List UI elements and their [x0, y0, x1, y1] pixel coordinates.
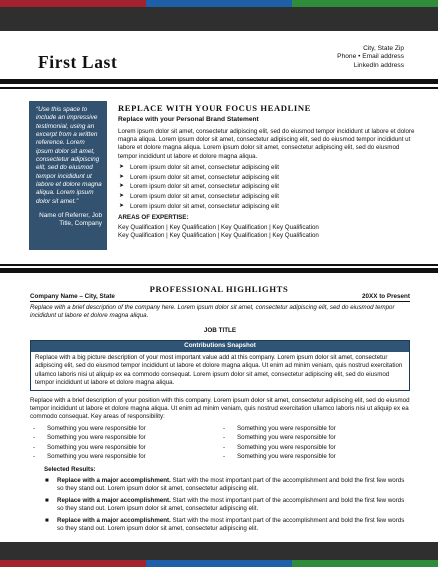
list-item: - Something you were responsible for	[223, 453, 336, 461]
blue-segment	[146, 560, 292, 567]
arrow-bullet-icon: ➤	[119, 193, 125, 200]
testimonial-text: “Use this space to include an impressive testimonial, using an excerpt from a written reference. Lorem ipsum dolor sit amet, consectetur adipiscing elit, sed do eiusmod tempor incididunt ut labore et dolore magna aliqua. Lorem ipsum dolor sit amet.”	[36, 106, 102, 205]
responsibilities-left	[30, 425, 220, 463]
list-item: ■ Replace with a major accomplishment. Start with the most important part of the accomplishment and bold the first few words so they stand out. Lorem ipsum dolor sit amet, consectetur adipiscing elit.	[45, 477, 405, 493]
list-item: ➤ Lorem ipsum dolor sit amet, consectetur adipiscing elit	[119, 183, 279, 191]
bottom-color-bar	[0, 560, 438, 567]
resume-name: First Last	[38, 52, 118, 72]
top-color-bar	[0, 0, 438, 7]
contact-block	[337, 45, 404, 70]
testimonial-box	[29, 101, 107, 250]
responsibilities-right	[220, 425, 410, 463]
dash-bullet-icon: -	[33, 443, 36, 451]
focus-headline: REPLACE WITH YOUR FOCUS HEADLINE	[118, 103, 312, 113]
selected-results	[30, 477, 410, 533]
expertise-row-2: Key Qualification | Key Qualification | Key Qualification | Key Qualification	[118, 232, 319, 240]
list-item: - Something you were responsible for	[33, 434, 146, 442]
list-item: ➤ Lorem ipsum dolor sit amet, consectetur adipiscing elit	[119, 193, 279, 201]
dash-bullet-icon: -	[33, 434, 36, 442]
arrow-bullet-icon: ➤	[119, 163, 125, 170]
dash-bullet-icon: -	[223, 443, 226, 451]
selected-results-title: Selected Results:	[44, 465, 96, 473]
list-item: - Something you were responsible for	[223, 424, 336, 432]
list-item: ■ Replace with a major accomplishment. Start with the most important part of the accomplishment and bold the first few words so they stand out. Lorem ipsum dolor sit amet, consectetur adipiscing elit.	[45, 517, 405, 533]
arrow-bullet-icon: ➤	[119, 173, 125, 180]
areas-of-expertise-title: AREAS OF EXPERTISE:	[118, 214, 189, 222]
bullet-icon: ■	[45, 477, 49, 485]
dash-bullet-icon: -	[223, 434, 226, 442]
bottom-dark-band	[0, 542, 438, 560]
dash-bullet-icon: -	[33, 453, 36, 461]
job-title: JOB TITLE	[203, 326, 237, 334]
list-item: - Something you were responsible for	[223, 443, 336, 451]
header-rule-thick	[0, 79, 438, 84]
summary-bullets	[118, 164, 418, 211]
header-rule-thin	[0, 87, 438, 89]
highlights-section	[30, 293, 410, 537]
dash-bullet-icon: -	[223, 453, 226, 461]
green-segment	[292, 0, 438, 7]
arrow-bullet-icon: ➤	[119, 202, 125, 209]
list-item: ➤ Lorem ipsum dolor sit amet, consectetur adipiscing elit	[119, 202, 279, 210]
expertise-row-1: Key Qualification | Key Qualification | Key Qualification | Key Qualification	[118, 224, 319, 232]
section-rule-thick	[0, 268, 438, 273]
blue-segment	[146, 0, 292, 7]
red-segment	[0, 0, 146, 7]
snapshot-title: Contributions Snapshot	[31, 341, 409, 352]
contact-city: City, State Zip	[363, 45, 404, 52]
bullet-icon: ■	[45, 497, 49, 505]
list-item: - Something you were responsible for	[33, 424, 146, 432]
summary-section	[118, 103, 418, 241]
list-item: ➤ Lorem ipsum dolor sit amet, consectetur adipiscing elit	[119, 163, 279, 171]
company-description: Replace with a brief description of the company here. Lorem ipsum dolor sit amet, consectetur adipiscing elit, sed do eiusmod tempor incididunt ut labore et dolore magna aliqua.	[30, 304, 395, 320]
green-segment	[292, 560, 438, 567]
position-description: Replace with a brief description of your position with this company. Lorem ipsum dolor sit amet, consectetur adipiscing elit, sed do eiusmod tempor incididunt ut labore et dolore magna aliqua. Ut enim ad minim veniam, quis nostrud exercitation ullamco laboris nisi ut aliquip ex ea commodo consequat. Key areas of responsibility:	[30, 397, 410, 421]
brand-statement: Replace with your Personal Brand Statement	[118, 116, 259, 124]
snapshot-text: Replace with a big picture description of your most important value add at this company. Lorem ipsum dolor sit amet, consectetur adipiscing elit, sed do eiusmod tempor incididunt ut labore et dolore magna aliqua. Ut enim ad minim veniam, quis nostrud exercitation ullamco laboris nisi ut aliquip ex ea commodo consequat. Lorem ipsum dolor sit amet, consectetur adipiscing elit, sed do eiusmod tempor incididunt ut labore et dolore magna aliqua.	[35, 354, 403, 386]
highlights-title: PROFESSIONAL HIGHLIGHTS	[149, 284, 289, 294]
dash-bullet-icon: -	[223, 424, 226, 432]
list-item: - Something you were responsible for	[33, 453, 146, 461]
bullet-icon: ■	[45, 517, 49, 525]
section-rule-thin	[0, 264, 438, 266]
red-segment	[0, 560, 146, 567]
list-item: ➤ Lorem ipsum dolor sit amet, consectetur adipiscing elit	[119, 173, 279, 181]
contact-linkedin: LinkedIn address	[353, 61, 404, 69]
dash-bullet-icon: -	[33, 424, 36, 432]
arrow-bullet-icon: ➤	[119, 183, 125, 190]
contact-phone-email: Phone • Email address	[337, 53, 404, 61]
list-item: ■ Replace with a major accomplishment. Start with the most important part of the accomplishment and bold the first few words so they stand out. Lorem ipsum dolor sit amet, consectetur adipiscing elit.	[45, 497, 405, 513]
responsibilities	[30, 425, 410, 463]
company-line	[30, 293, 410, 302]
top-dark-band	[0, 7, 438, 31]
contributions-snapshot	[30, 340, 410, 391]
company-dates: 20XX to Present	[362, 293, 410, 300]
testimonial-referrer: Name of Referrer, Job Title, Company	[39, 211, 102, 228]
list-item: - Something you were responsible for	[223, 434, 336, 442]
list-item: - Something you were responsible for	[33, 443, 146, 451]
summary-paragraph: Lorem ipsum dolor sit amet, consectetur adipiscing elit, sed do eiusmod tempor incididunt ut labore et dolore magna aliqua. Lorem ipsum dolor sit amet, consectetur adipiscing elit, sed do eiusmod tempor incididunt ut labore et dolore magna aliqua. Lorem ipsum dolor sit amet, consectetur adipiscing elit, sed do eiusmod tempor incididunt ut labore et dolore magna aliqua.	[118, 128, 415, 160]
company-name: Company Name – City, State	[30, 293, 115, 300]
